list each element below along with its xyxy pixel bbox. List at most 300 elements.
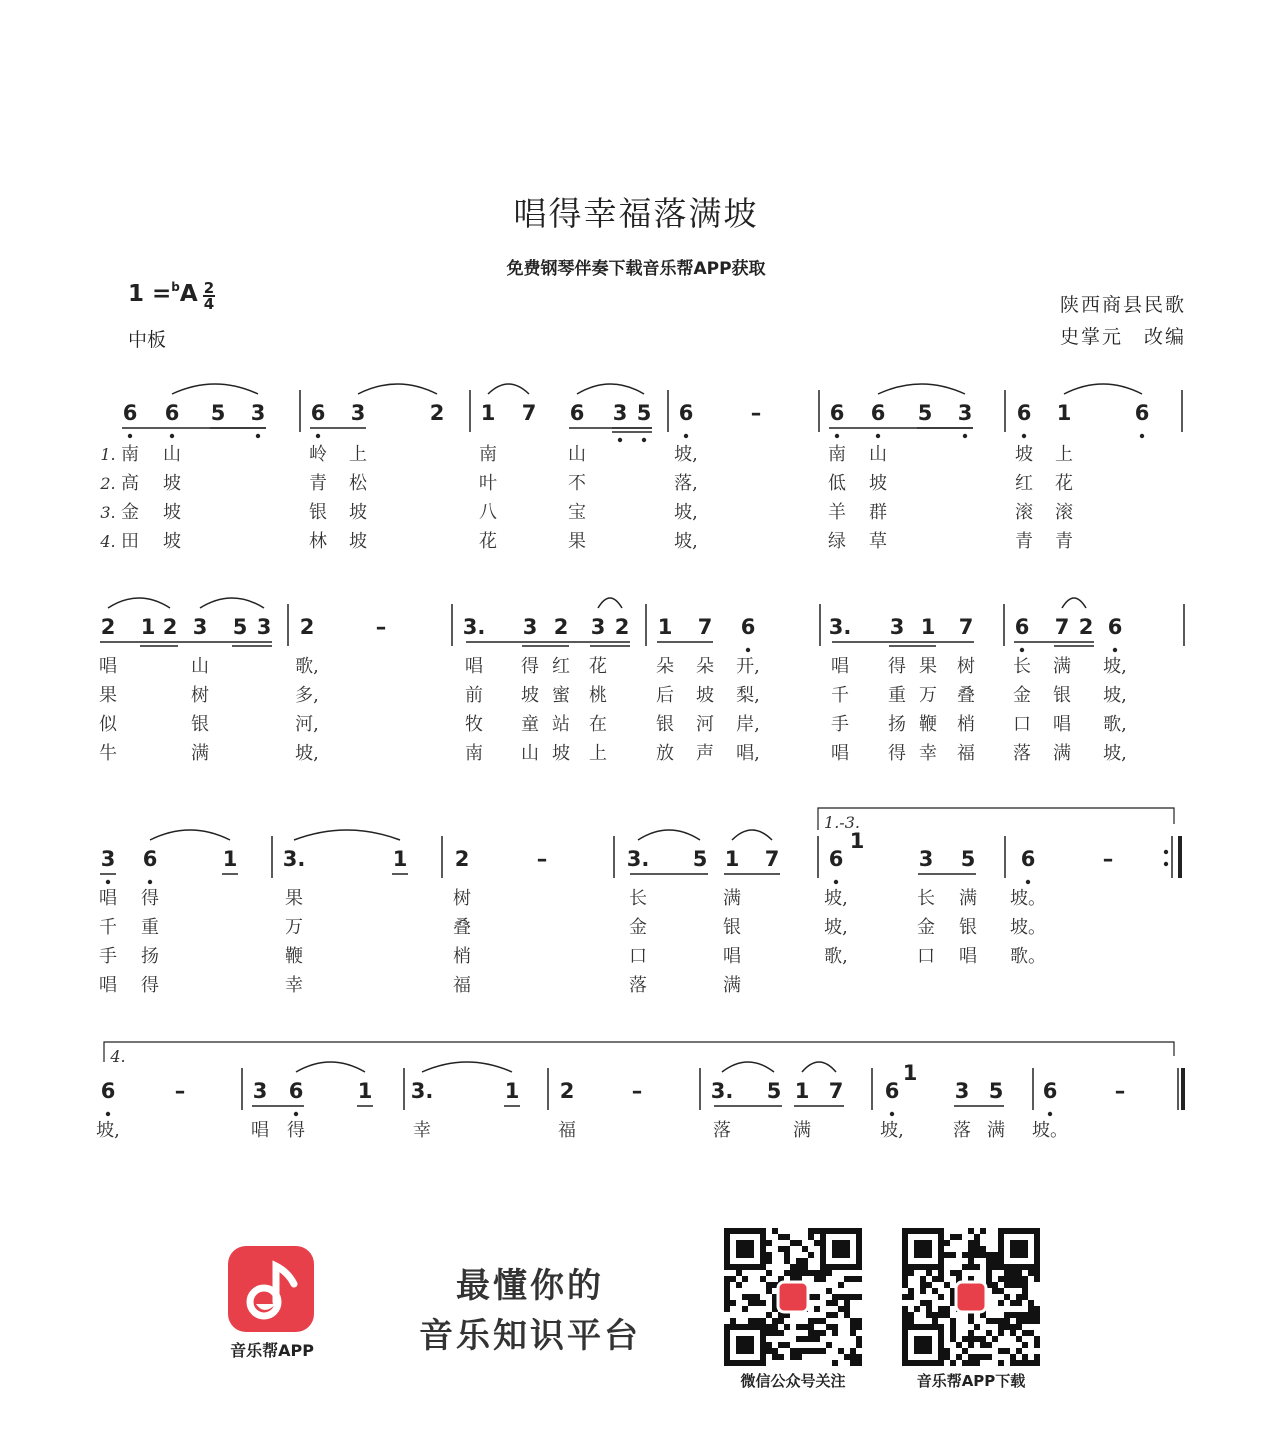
lyric: 南 [479,444,497,465]
lyric: 山 [869,444,887,465]
lyric: 南 [121,444,139,465]
verse-number: 1. [100,445,116,464]
lyric: 唱 [1053,714,1071,735]
slur [108,598,170,608]
slur [358,384,437,394]
note: – [1102,847,1114,871]
lyric: 坡, [1103,685,1127,706]
octave-dot [316,434,320,438]
lyric: 八 [479,502,497,523]
slur [296,1062,365,1072]
octave-dot [128,434,132,438]
lyric: 梢 [453,946,471,967]
lyric: 唱 [99,656,117,677]
slur [1062,598,1086,608]
note: 3 [957,401,973,425]
note: 3. [282,847,306,871]
note: 6 [1016,401,1032,425]
note: 3. [828,615,852,639]
lyric: 满 [1053,656,1071,677]
lyric: 千 [831,685,849,706]
lyric: 山 [568,444,586,465]
note: 6 [870,401,886,425]
octave-dot [256,434,260,438]
note: 6 [100,1079,116,1103]
note: 5 [692,847,708,871]
note: 1 [480,401,496,425]
lyric: 银 [309,502,327,523]
lyric: 朵 [696,656,714,677]
octave-dot [1140,434,1144,438]
lyric: 坡, [674,531,698,552]
note: 6 [142,847,158,871]
lyric: 得 [888,743,906,764]
lyric: 鞭 [919,714,937,735]
lyric: 口 [917,946,935,967]
lyric: 梨, [736,685,760,706]
slur [294,830,400,840]
note: 3. [710,1079,734,1103]
lyric: 后 [656,685,674,706]
octave-dot [294,1112,298,1116]
slur [598,598,622,608]
note: – [750,401,762,425]
lyric: 多, [295,685,319,706]
lyric: 站 [552,714,570,735]
lyric: 童 [521,714,539,735]
slur [577,384,644,394]
lyric: 河 [696,714,714,735]
lyric: 重 [888,685,906,706]
octave-dot [642,438,646,442]
lyric: 坡 [696,685,714,706]
lyric: 长 [917,888,935,909]
key-prefix: 1 = [128,281,172,307]
note: 6 [310,401,326,425]
note: 3 [192,615,208,639]
octave-dot [148,880,152,884]
note: 2 [162,615,178,639]
lyric: 金 [917,917,935,938]
note: 1 [504,1079,520,1103]
note: 1 [724,847,740,871]
lyric: 幸 [919,743,937,764]
note: 3 [250,401,266,425]
lyric: 坡 [552,743,570,764]
note: 2 [100,615,116,639]
wechat-qr-code[interactable] [724,1228,862,1366]
lyric: 坡。 [1010,888,1046,909]
octave-dot [1164,862,1168,866]
slur [200,598,264,608]
lyric: 牛 [99,743,117,764]
lyric: 坡 [349,502,367,523]
lyric: 金 [629,917,647,938]
lyric: 滚 [1015,502,1033,523]
lyric: 坡。 [1010,917,1046,938]
qr-center-logo [778,1282,808,1312]
note: 2 [614,615,630,639]
lyric: 满 [1053,743,1071,764]
octave-dot [1164,850,1168,854]
verse-number: 2. [100,474,116,493]
lyric: 得 [521,656,539,677]
slur [732,830,772,840]
note: 3 [256,615,272,639]
lyric: 花 [589,656,607,677]
lyric: 手 [831,714,849,735]
lyric: 满 [793,1120,811,1141]
octave-dot [1048,1112,1052,1116]
lyric: 坡 [163,502,181,523]
lyric: 南 [828,444,846,465]
octave-dot [834,880,838,884]
lyric: 扬 [888,714,906,735]
app-logo [228,1246,314,1332]
lyric: 银 [656,714,674,735]
lyric: 重 [141,917,159,938]
octave-dot [963,434,967,438]
octave-dot [1113,648,1117,652]
arranger-credit: 史掌元 改编 [1059,326,1186,348]
volta-bracket [104,1042,1174,1062]
slur [802,1062,836,1072]
note: 6 [1020,847,1036,871]
lyric: 满 [723,975,741,996]
wechat-qr-label: 微信公众号关注 [740,1372,846,1390]
lyric: 满 [191,743,209,764]
music-note-icon [228,1246,314,1332]
lyric: 坡, [880,1120,904,1141]
lyric: 上 [1055,444,1073,465]
note: 7 [521,401,537,425]
key-note: A [179,281,198,307]
note: 7 [828,1079,844,1103]
volta-label: 4. [110,1047,126,1066]
note: 1 [902,1061,918,1085]
app-download-qr-label: 音乐帮APP下载 [916,1372,1026,1390]
lyric: 低 [828,473,846,494]
slur [722,1062,774,1072]
lyric: 落 [1013,743,1031,764]
lyric: 长 [629,888,647,909]
note: 3. [462,615,486,639]
lyric: 得 [287,1120,305,1141]
lyric: 松 [349,473,367,494]
lyric: 得 [141,975,159,996]
lyric: 银 [959,917,977,938]
note: 1 [794,1079,810,1103]
note: 5 [232,615,248,639]
note: 6 [1107,615,1123,639]
lyric: 千 [99,917,117,938]
lyric: 坡 [1015,444,1033,465]
lyric: 坡 [349,531,367,552]
lyric: 宝 [568,502,586,523]
lyric: 落, [674,473,698,494]
lyric: 金 [1013,685,1031,706]
note: 3 [522,615,538,639]
lyric: 岭 [309,444,327,465]
lyric: 歌, [1103,714,1127,735]
note: 3 [590,615,606,639]
lyric: 满 [959,888,977,909]
octave-dot [618,438,622,442]
lyric: 坡 [163,473,181,494]
lyric: 声 [696,743,714,764]
lyric: 唱 [959,946,977,967]
lyric: 银 [723,917,741,938]
note: 7 [697,615,713,639]
lyric: 落 [713,1120,731,1141]
lyric: 朵 [656,656,674,677]
slur [172,384,258,394]
lyric: 满 [987,1120,1005,1141]
lyric: 幸 [413,1120,431,1141]
note: 5 [988,1079,1004,1103]
lyric: 青 [1055,531,1073,552]
note: 1 [222,847,238,871]
note: 5 [960,847,976,871]
lyric: 开, [736,656,760,677]
lyric: 坡, [1103,656,1127,677]
lyric: 手 [99,946,117,967]
lyric: 果 [99,685,117,706]
lyric: 梢 [957,714,975,735]
app-download-qr-code[interactable] [902,1228,1040,1366]
lyric: 坡, [824,917,848,938]
lyric: 金 [121,502,139,523]
lyric: 草 [869,531,887,552]
lyric: 树 [957,656,975,677]
note: 2 [429,401,445,425]
octave-dot [684,434,688,438]
slur [878,384,965,394]
note: 6 [884,1079,900,1103]
lyric: 前 [465,685,483,706]
lyric: 坡。 [1032,1120,1068,1141]
lyric: 林 [309,531,327,552]
lyric: 田 [121,531,139,552]
note: – [536,847,548,871]
lyric: 果 [285,888,303,909]
octave-dot [170,434,174,438]
note: 1 [1056,401,1072,425]
lyric: 银 [191,714,209,735]
lyric: 唱 [251,1120,269,1141]
octave-dot [746,648,750,652]
lyric: 满 [723,888,741,909]
lyric: 坡, [96,1120,120,1141]
slur [422,1062,512,1072]
note: 2 [559,1079,575,1103]
lyric: 放 [656,743,674,764]
note: 1 [140,615,156,639]
note: 6 [569,401,585,425]
octave-dot [835,434,839,438]
lyric: 岸, [736,714,760,735]
slur [488,384,529,394]
note: – [174,1079,186,1103]
lyric: 上 [589,743,607,764]
lyric: 南 [465,743,483,764]
note: 7 [958,615,974,639]
slogan-line1: 最懂你的 [456,1266,604,1306]
lyric: 唱 [465,656,483,677]
note: 2 [299,615,315,639]
lyric: 红 [1015,473,1033,494]
lyric: 似 [99,714,117,735]
lyric: 高 [121,473,139,494]
lyric: 桃 [589,685,607,706]
download-note: 免费钢琴伴奏下载音乐帮APP获取 [506,259,766,279]
octave-dot [106,880,110,884]
note: 3. [626,847,650,871]
lyric: 鞭 [285,946,303,967]
qr-center-logo [956,1282,986,1312]
lyric: 福 [957,743,975,764]
time-sig-bottom: 4 [203,295,215,313]
note: 6 [288,1079,304,1103]
note: 1 [657,615,673,639]
note: 5 [917,401,933,425]
lyric: 叶 [479,473,497,494]
lyric: 万 [285,917,303,938]
note: 6 [1042,1079,1058,1103]
note: 7 [1054,615,1070,639]
note: 1 [849,829,865,853]
slur [1064,384,1142,394]
note: 6 [164,401,180,425]
lyric: 坡, [674,502,698,523]
lyric: 羊 [828,502,846,523]
app-logo-label: 音乐帮APP [230,1341,314,1360]
lyric: 果 [919,656,937,677]
slur [638,830,700,840]
song-title: 唱得幸福落满坡 [513,194,759,233]
lyric: 坡, [295,743,319,764]
note: 3 [918,847,934,871]
octave-dot [1022,434,1026,438]
note: 2 [454,847,470,871]
note: 6 [122,401,138,425]
lyric: 群 [869,502,887,523]
note: – [631,1079,643,1103]
lyric: 唱, [736,743,760,764]
slogan-line2: 音乐知识平台 [419,1316,641,1356]
lyric: 叠 [453,917,471,938]
lyric: 歌, [824,946,848,967]
note: 1 [920,615,936,639]
note: 3 [889,615,905,639]
lyric: 得 [141,888,159,909]
lyric: 福 [558,1120,576,1141]
lyric: 花 [479,531,497,552]
lyric: 树 [191,685,209,706]
time-sig-top: 2 [203,279,215,297]
note: 2 [1078,615,1094,639]
lyric: 歌。 [1010,946,1046,967]
lyric: 花 [1055,473,1073,494]
note: 7 [764,847,780,871]
lyric: 银 [1053,685,1071,706]
note: 2 [553,615,569,639]
volta-label: 1.-3. [824,813,860,832]
lyric: 歌, [295,656,319,677]
note: 5 [766,1079,782,1103]
lyric: 得 [888,656,906,677]
key-flat: b [171,280,180,294]
note: 1 [392,847,408,871]
lyric: 落 [953,1120,971,1141]
origin-credit: 陕西商县民歌 [1059,294,1186,316]
note: 6 [1134,401,1150,425]
lyric: 坡 [521,685,539,706]
lyric: 口 [1013,714,1031,735]
octave-dot [876,434,880,438]
lyric: 山 [191,656,209,677]
octave-dot [890,1112,894,1116]
note: – [1114,1079,1126,1103]
lyric: 福 [453,975,471,996]
lyric: 河, [295,714,319,735]
lyric: 叠 [957,685,975,706]
lyric: 山 [521,743,539,764]
note: 3 [100,847,116,871]
lyric: 滚 [1055,502,1073,523]
lyric: 万 [919,685,937,706]
octave-dot [1026,880,1030,884]
note: 5 [210,401,226,425]
lyric: 坡 [869,473,887,494]
lyric: 长 [1013,656,1031,677]
verse-number: 3. [100,503,116,522]
note: 3 [612,401,628,425]
lyric: 坡, [1103,743,1127,764]
lyric: 唱 [831,743,849,764]
lyric: 扬 [141,946,159,967]
note: 3 [954,1079,970,1103]
lyric: 绿 [828,531,846,552]
note: 3 [350,401,366,425]
tempo-marking: 中板 [128,329,167,351]
note: 6 [740,615,756,639]
lyric: 口 [629,946,647,967]
note: 6 [1014,615,1030,639]
slur [150,830,230,840]
lyric: 青 [1015,531,1033,552]
lyric: 落 [629,975,647,996]
lyric: 唱 [99,975,117,996]
lyric: 蜜 [552,685,570,706]
octave-dot [1020,648,1024,652]
verse-number: 4. [100,532,116,551]
lyric: 唱 [99,888,117,909]
lyric: 牧 [465,714,483,735]
note: 1 [357,1079,373,1103]
note: 3 [252,1079,268,1103]
note: 6 [828,847,844,871]
lyric: 不 [568,473,586,494]
lyric: 坡, [674,444,698,465]
lyric: 唱 [831,656,849,677]
note: 6 [829,401,845,425]
lyric: 上 [349,444,367,465]
lyric: 在 [589,714,607,735]
lyric: 红 [552,656,570,677]
lyric: 坡 [163,531,181,552]
lyric: 山 [163,444,181,465]
